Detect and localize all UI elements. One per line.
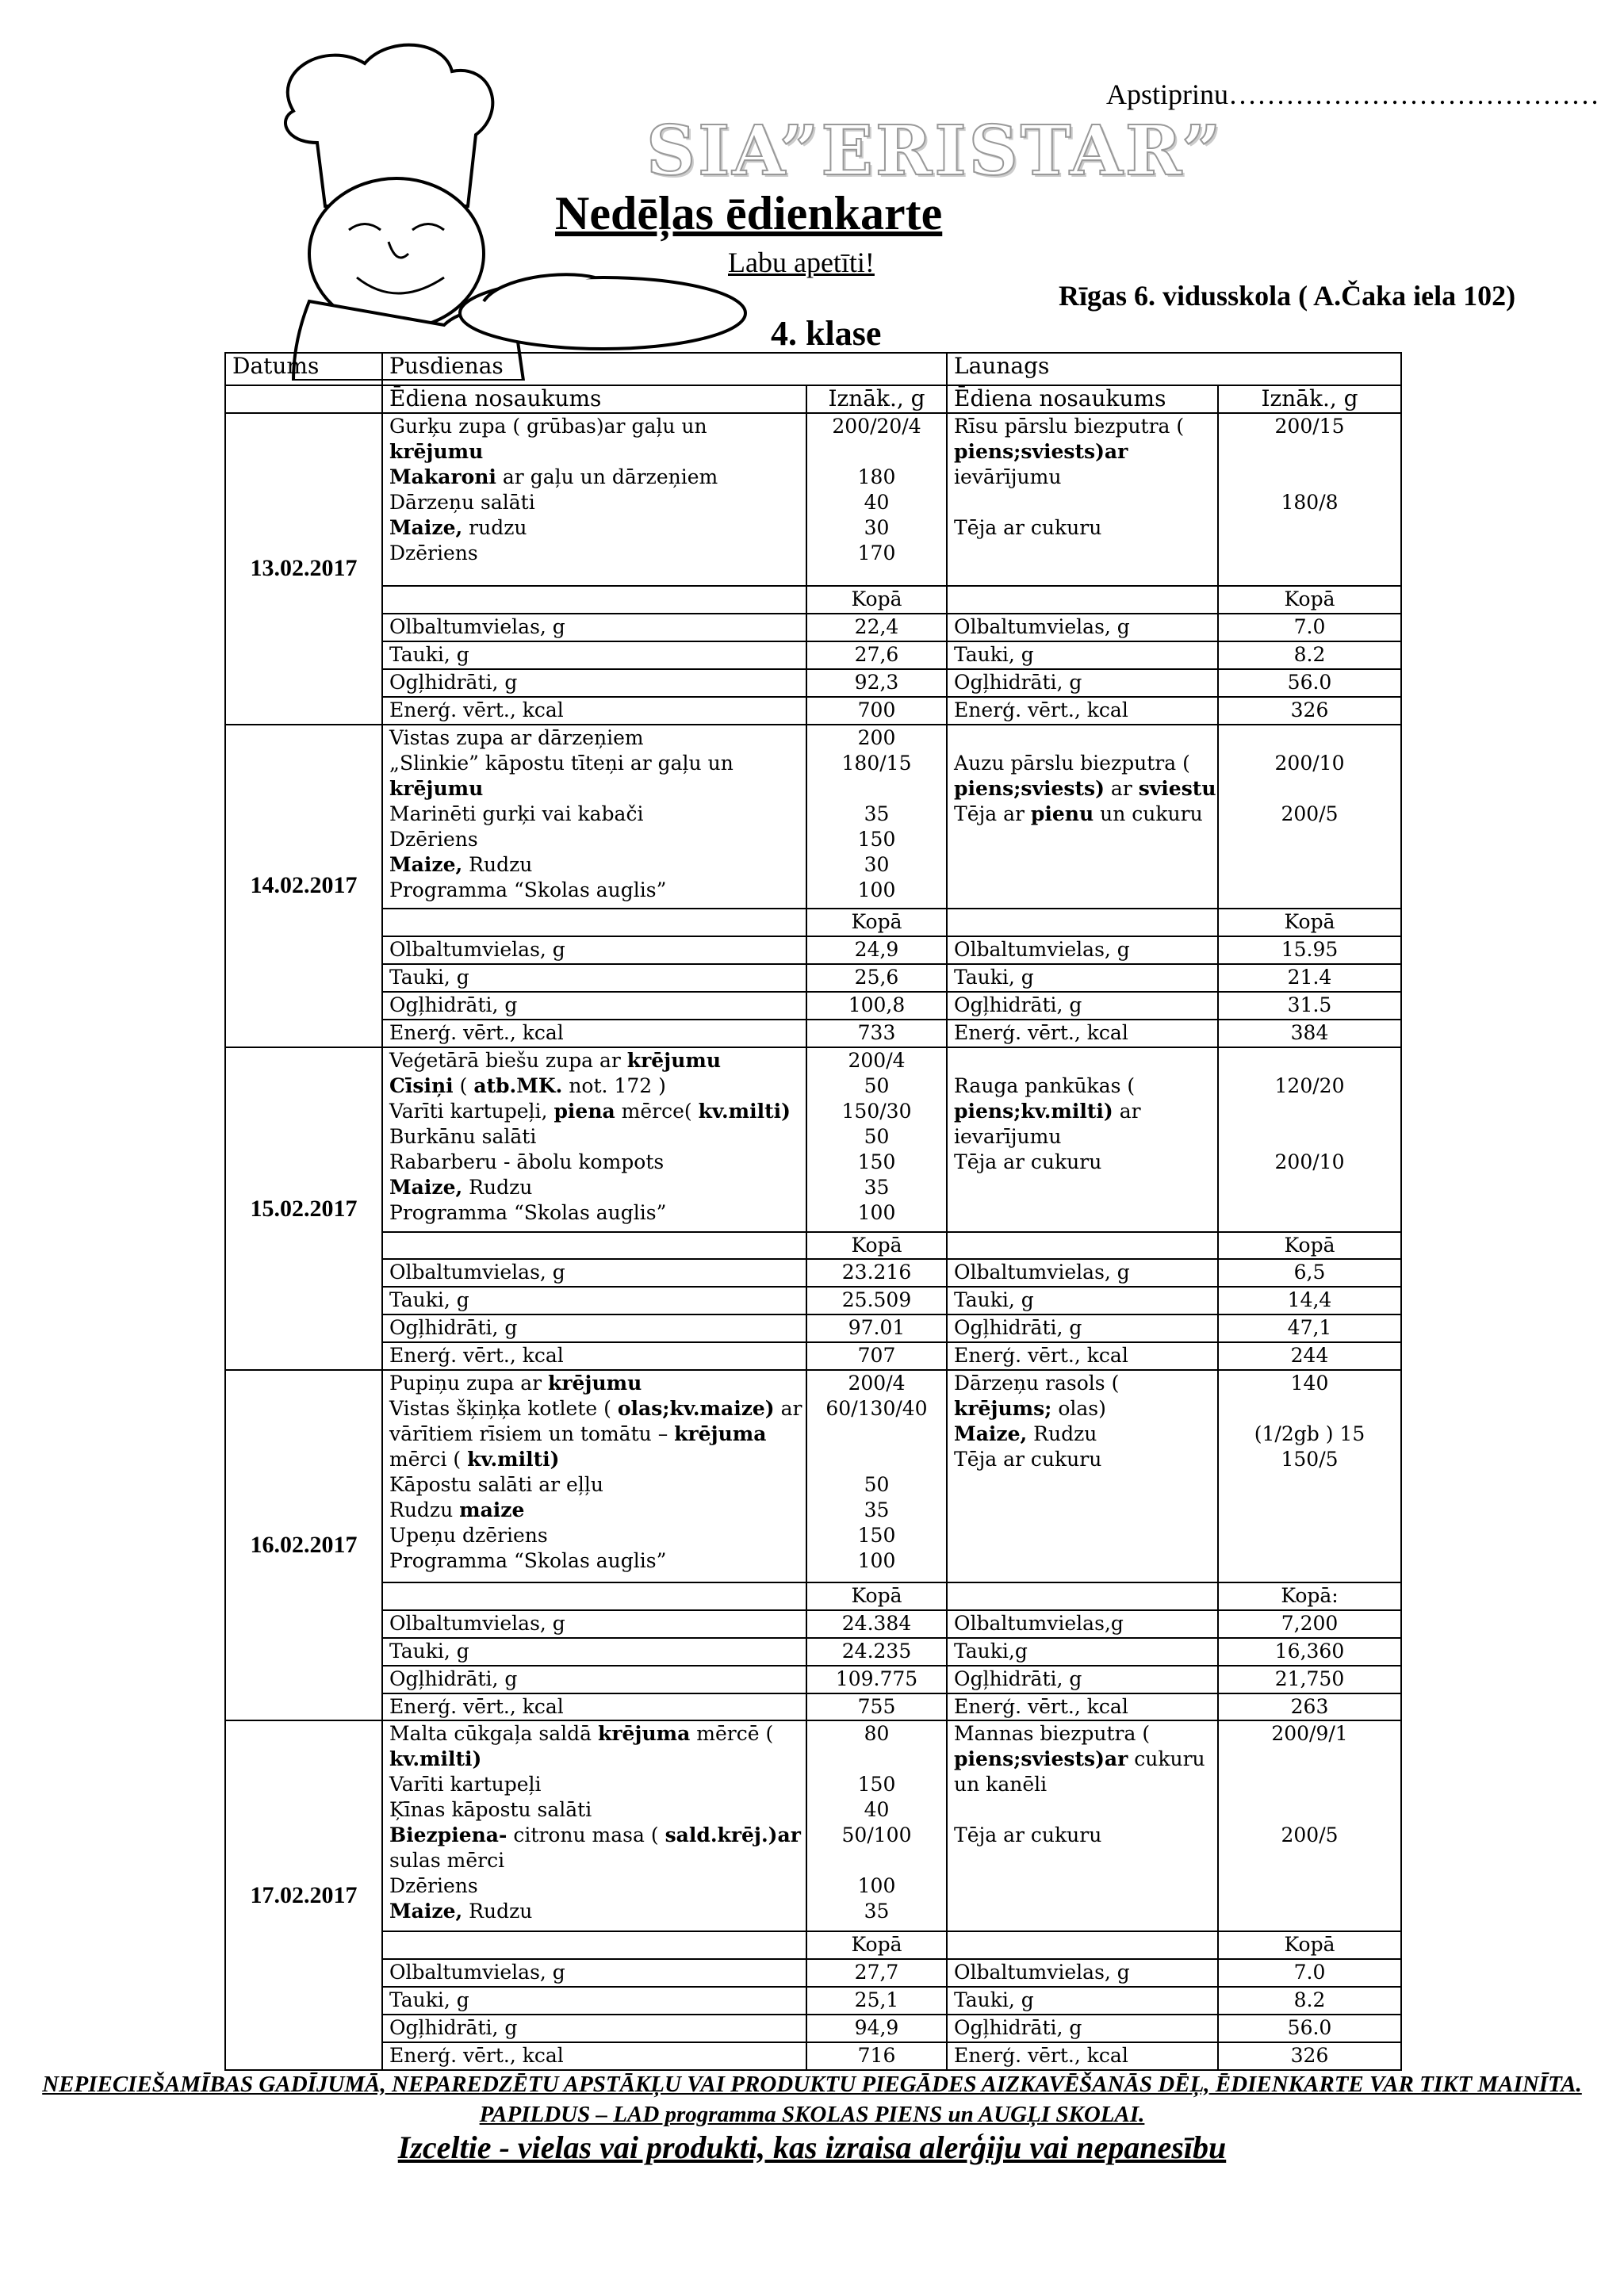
nutrient-snack-value: 6,5 — [1218, 1259, 1401, 1287]
menu-line: 100 — [857, 1874, 896, 1898]
nutrition-row — [225, 2042, 1401, 2070]
menu-line — [814, 439, 940, 465]
nutrient-label: Enerģ. vērt., kcal — [382, 1693, 806, 1721]
approval-line: Apstiprinu………………………………… — [1106, 78, 1600, 110]
menu-line — [1225, 1747, 1394, 1772]
menu-line: 200 — [857, 725, 896, 749]
menu-line: krējumu — [389, 776, 484, 800]
nutrient-snack-value: 31.5 — [1218, 992, 1401, 1020]
school-name: Rīgas 6. vidusskola ( A.Čaka iela 102) — [1059, 280, 1516, 312]
day-lunch-cell — [382, 725, 806, 909]
total-label: Kopā — [1218, 586, 1401, 614]
menu-line — [1225, 776, 1394, 802]
menu-line: 120/20 — [1274, 1074, 1345, 1098]
menu-line — [1225, 1396, 1394, 1422]
nutrient-snack-label: Ogļhidrāti, g — [947, 669, 1218, 697]
nutrient-label: Olbaltumvielas, g — [382, 1959, 806, 1987]
nutrient-label: Olbaltumvielas, g — [382, 1610, 806, 1638]
menu-line: 200/5 — [1281, 802, 1339, 825]
nutrient-label: Enerģ. vērt., kcal — [382, 1020, 806, 1047]
nutrition-row — [225, 1020, 1401, 1047]
nutrient-lunch-value: 755 — [806, 1693, 947, 1721]
nutrient-snack-value: 21,750 — [1218, 1666, 1401, 1693]
nutrient-snack-value: 56.0 — [1218, 669, 1401, 697]
menu-line — [954, 725, 1211, 751]
menu-line: 35 — [864, 1498, 890, 1522]
blank-cell — [947, 586, 1218, 614]
menu-line: 30 — [864, 516, 890, 540]
nutrient-label: Tauki, g — [382, 1987, 806, 2015]
nutrient-snack-value: 7.0 — [1218, 614, 1401, 641]
page-title: Nedēļas ēdienkarte — [555, 187, 943, 239]
menu-line: Auzu pārslu biezputra ( — [954, 751, 1190, 775]
menu-line: 35 — [864, 802, 890, 825]
menu-line: Maize, Rudzu — [389, 1176, 533, 1200]
menu-line: kv.milti) — [389, 1747, 482, 1771]
menu-line: Dzēriens — [389, 541, 478, 565]
grade-label: 4. klase — [771, 314, 882, 353]
menu-line: 60/130/40 — [825, 1397, 928, 1421]
menu-line: 35 — [864, 1900, 890, 1923]
nutrient-label: Ogļhidrāti, g — [382, 669, 806, 697]
nutrient-label: Enerģ. vērt., kcal — [382, 2042, 806, 2070]
menu-line: 150 — [857, 1524, 896, 1548]
menu-line: Tēja ar cukuru — [954, 1150, 1102, 1174]
menu-line — [1225, 1772, 1394, 1797]
company-logo-text: SIA”ERISTAR” — [646, 111, 1224, 191]
menu-line: Maize, rudzu — [389, 516, 527, 540]
nutrient-snack-label: Ogļhidrāti, g — [947, 2015, 1218, 2042]
nutrition-row — [225, 1342, 1401, 1370]
menu-line: Maize, Rudzu — [954, 1422, 1097, 1446]
nutrient-lunch-value: 23.216 — [806, 1259, 947, 1287]
nutrient-lunch-value: 733 — [806, 1020, 947, 1047]
menu-line: 100 — [857, 1201, 896, 1225]
menu-line: Dārzeņu rasols ( — [954, 1372, 1120, 1395]
nutrient-label: Enerģ. vērt., kcal — [382, 697, 806, 725]
total-row — [225, 1931, 1401, 1959]
nutrient-label: Tauki, g — [382, 964, 806, 992]
nutrient-label: Olbaltumvielas, g — [382, 614, 806, 641]
menu-line: Marinēti gurķi vai kabači — [389, 802, 644, 825]
menu-line — [814, 1422, 940, 1447]
menu-line: 200/15 — [1274, 415, 1345, 438]
day-snack-cell — [947, 1720, 1218, 1931]
menu-line: Vistas šķiņķa kotlete ( olas;kv.maize) ar — [389, 1397, 802, 1421]
menu-line: 140 — [1290, 1372, 1329, 1395]
nutrient-label: Ogļhidrāti, g — [382, 1666, 806, 1693]
nutrient-snack-label: Tauki, g — [947, 964, 1218, 992]
menu-line: 80 — [864, 1722, 890, 1746]
menu-line: ievārījumu — [954, 465, 1062, 489]
column-header-dish: Ēdiena nosaukums — [947, 385, 1218, 413]
total-label: Kopā — [1218, 1232, 1401, 1260]
nutrition-row — [225, 697, 1401, 725]
change-notice-text: NEPIECIEŠAMĪBAS GADĪJUMĀ, NEPAREDZĒTU APSTĀKĻU VAI PRODUKTU PIEGĀDES AIZKAVĒŠANĀS DĒĻ, ĒDIENKARTE VAR TIKT MAINĪTA. PAPILDUS – LAD programma SKOLAS PIENS un AUGĻI SKOLAI. — [42, 2072, 1582, 2127]
menu-line: 150/5 — [1281, 1448, 1339, 1471]
blank-cell — [947, 1931, 1218, 1959]
nutrient-snack-label: Tauki, g — [947, 1287, 1218, 1314]
nutrient-snack-value: 7.0 — [1218, 1959, 1401, 1987]
nutrient-label: Ogļhidrāti, g — [382, 992, 806, 1020]
menu-line: 50 — [864, 1074, 890, 1098]
day-lunch-cell — [382, 1720, 806, 1931]
blank-cell — [947, 1582, 1218, 1610]
nutrient-snack-label: Enerģ. vērt., kcal — [947, 697, 1218, 725]
day-date: 14.02.2017 — [225, 725, 382, 1047]
nutrient-snack-value: 326 — [1218, 2042, 1401, 2070]
day-lunch-cell — [382, 1370, 806, 1582]
nutrient-lunch-value: 25,6 — [806, 964, 947, 992]
menu-line: Dzēriens — [389, 1874, 478, 1898]
blank-cell — [382, 1232, 806, 1260]
menu-line: 200/10 — [1274, 1150, 1345, 1174]
column-header-portion: Iznāk., g — [806, 385, 947, 413]
nutrient-snack-label: Olbaltumvielas, g — [947, 1259, 1218, 1287]
nutrient-lunch-value: 97.01 — [806, 1314, 947, 1342]
nutrition-row — [225, 1259, 1401, 1287]
menu-line: Gurķu zupa ( grūbas)ar gaļu un — [389, 415, 707, 438]
blank-cell — [382, 1582, 806, 1610]
menu-line: Programma “Skolas auglis” — [389, 878, 667, 901]
menu-line: 100 — [857, 1549, 896, 1573]
allergen-note: Izceltie - vielas vai produkti, kas izraisa alerģiju vai nepanesību — [397, 2130, 1227, 2165]
nutrient-snack-value: 16,360 — [1218, 1638, 1401, 1666]
menu-line: 170 — [857, 541, 896, 565]
menu-line: 150/30 — [841, 1100, 912, 1123]
day-lunch-g-cell — [806, 413, 947, 586]
nutrient-snack-label: Olbaltumvielas, g — [947, 614, 1218, 641]
menu-line: Rabarberu - ābolu kompots — [389, 1150, 665, 1174]
nutrient-snack-value: 21.4 — [1218, 964, 1401, 992]
column-header-blank — [225, 385, 382, 413]
nutrition-row — [225, 2015, 1401, 2042]
day-snack-cell — [947, 1370, 1218, 1582]
nutrient-lunch-value: 24.235 — [806, 1638, 947, 1666]
total-label: Kopā — [806, 1582, 947, 1610]
menu-line: Upeņu dzēriens — [389, 1524, 548, 1548]
nutrient-lunch-value: 92,3 — [806, 669, 947, 697]
total-label: Kopā: — [1218, 1582, 1401, 1610]
nutrition-row — [225, 1987, 1401, 2015]
menu-line: Varīti kartupeļi, piena mērce( kv.milti) — [389, 1100, 791, 1123]
total-label: Kopā — [1218, 1931, 1401, 1959]
menu-line — [1225, 1099, 1394, 1124]
menu-line: Rudzu maize — [389, 1498, 525, 1522]
blank-cell — [947, 1232, 1218, 1260]
menu-line: 100 — [857, 878, 896, 901]
nutrient-snack-label: Tauki,g — [947, 1638, 1218, 1666]
nutrition-row — [225, 1693, 1401, 1721]
nutrient-label: Olbaltumvielas, g — [382, 936, 806, 964]
menu-line: Vistas zupa ar dārzeņiem — [389, 725, 644, 749]
day-snack-g-cell — [1218, 1370, 1401, 1582]
nutrient-lunch-value: 24.384 — [806, 1610, 947, 1638]
nutrient-label: Ogļhidrāti, g — [382, 1314, 806, 1342]
menu-line — [814, 1747, 940, 1772]
total-row — [225, 909, 1401, 936]
nutrient-snack-value: 384 — [1218, 1020, 1401, 1047]
nutrition-row — [225, 1287, 1401, 1314]
menu-line: 180 — [857, 465, 896, 489]
nutrient-lunch-value: 716 — [806, 2042, 947, 2070]
menu-line — [814, 776, 940, 802]
nutrient-snack-label: Tauki, g — [947, 1987, 1218, 2015]
nutrient-snack-value: 263 — [1218, 1693, 1401, 1721]
day-lunch-cell — [382, 1047, 806, 1231]
day-lunch-g-cell — [806, 725, 947, 909]
menu-line — [954, 1048, 1211, 1073]
menu-line: Maize, Rudzu — [389, 1900, 533, 1923]
column-header-lunch: Pusdienas — [382, 353, 947, 385]
day-snack-cell — [947, 1047, 1218, 1231]
day-snack-cell — [947, 725, 1218, 909]
menu-line: 50 — [864, 1125, 890, 1149]
menu-line — [954, 490, 1211, 515]
menu-line: Dārzeņu salāti — [389, 491, 535, 515]
menu-line: 40 — [864, 1798, 890, 1822]
nutrient-lunch-value: 22,4 — [806, 614, 947, 641]
day-lunch-g-cell — [806, 1720, 947, 1931]
nutrient-snack-value: 56.0 — [1218, 2015, 1401, 2042]
day-lunch-g-cell — [806, 1047, 947, 1231]
nutrition-row — [225, 1666, 1401, 1693]
nutrient-snack-label: Tauki, g — [947, 641, 1218, 669]
total-label: Kopā — [806, 586, 947, 614]
menu-line — [1225, 725, 1394, 751]
day-row — [225, 1047, 1401, 1231]
nutrient-lunch-value: 24,9 — [806, 936, 947, 964]
nutrient-lunch-value: 27,7 — [806, 1959, 947, 1987]
menu-line: Malta cūkgaļa saldā krējuma mērcē ( — [389, 1722, 774, 1746]
day-row — [225, 413, 1401, 586]
nutrient-lunch-value: 27,6 — [806, 641, 947, 669]
nutrition-row — [225, 992, 1401, 1020]
nutrient-snack-label: Enerģ. vērt., kcal — [947, 1342, 1218, 1370]
day-date: 17.02.2017 — [225, 1720, 382, 2070]
column-header-portion: Iznāk., g — [1218, 385, 1401, 413]
nutrient-label: Tauki, g — [382, 1287, 806, 1314]
menu-line: mērci ( kv.milti) — [389, 1448, 560, 1471]
menu-line — [814, 1447, 940, 1472]
total-label: Kopā — [806, 1931, 947, 1959]
menu-line: vārītiem rīsiem un tomātu – krējuma — [389, 1422, 767, 1446]
menu-line: Ķīnas kāpostu salāti — [389, 1798, 592, 1822]
nutrient-lunch-value: 707 — [806, 1342, 947, 1370]
menu-line: 200/5 — [1281, 1823, 1339, 1847]
nutrition-row — [225, 1610, 1401, 1638]
menu-line: 200/4 — [848, 1372, 906, 1395]
menu-line: Dzēriens — [389, 827, 478, 851]
menu-line: 150 — [857, 827, 896, 851]
menu-line — [1225, 1797, 1394, 1823]
total-row — [225, 1582, 1401, 1610]
day-date: 13.02.2017 — [225, 413, 382, 725]
column-header-snack: Launags — [947, 353, 1401, 385]
menu-line: 200/9/1 — [1271, 1722, 1348, 1746]
day-lunch-cell — [382, 413, 806, 586]
menu-line: Varīti kartupeļi — [389, 1773, 542, 1797]
nutrient-snack-value: 15.95 — [1218, 936, 1401, 964]
menu-line: 40 — [864, 491, 890, 515]
nutrient-snack-label: Olbaltumvielas, g — [947, 1959, 1218, 1987]
menu-line: Tēja ar pienu un cukuru — [954, 802, 1203, 825]
menu-line: Tēja ar cukuru — [954, 516, 1102, 540]
nutrient-snack-value: 326 — [1218, 697, 1401, 725]
nutrition-row — [225, 1959, 1401, 1987]
menu-line: Maize, Rudzu — [389, 852, 533, 876]
day-row — [225, 1370, 1401, 1582]
day-snack-g-cell — [1218, 413, 1401, 586]
menu-line: Makaroni ar gaļu un dārzeņiem — [389, 465, 718, 489]
nutrient-snack-label: Enerģ. vērt., kcal — [947, 1693, 1218, 1721]
menu-line: ievarījumu — [954, 1125, 1062, 1149]
menu-line: 180/8 — [1281, 491, 1339, 515]
nutrient-snack-label: Ogļhidrāti, g — [947, 1666, 1218, 1693]
menu-line: 200/4 — [848, 1049, 906, 1073]
menu-line: un kanēli — [954, 1773, 1048, 1797]
weekly-menu-table — [224, 352, 1402, 2071]
menu-line: 50 — [864, 1473, 890, 1497]
day-lunch-g-cell — [806, 1370, 947, 1582]
column-header-date: Datums — [225, 353, 382, 385]
menu-line: 50/100 — [841, 1823, 912, 1847]
menu-line: krējums; olas) — [954, 1397, 1106, 1421]
nutrient-snack-value: 7,200 — [1218, 1610, 1401, 1638]
menu-line: (1/2gb ) 15 — [1254, 1422, 1365, 1446]
nutrient-lunch-value: 109.775 — [806, 1666, 947, 1693]
nutrient-label: Olbaltumvielas, g — [382, 1259, 806, 1287]
menu-line: 200/10 — [1274, 751, 1345, 775]
blank-cell — [382, 909, 806, 936]
menu-line: Programma “Skolas auglis” — [389, 1201, 667, 1225]
menu-line: Pupiņu zupa ar krējumu — [389, 1372, 642, 1395]
nutrient-lunch-value: 25,1 — [806, 1987, 947, 2015]
nutrient-snack-value: 47,1 — [1218, 1314, 1401, 1342]
day-snack-cell — [947, 413, 1218, 586]
menu-line: Veģetārā biešu zupa ar krējumu — [389, 1049, 722, 1073]
nutrition-row — [225, 614, 1401, 641]
menu-line: Kāpostu salāti ar eļļu — [389, 1473, 603, 1497]
menu-line: 150 — [857, 1150, 896, 1174]
nutrition-row — [225, 641, 1401, 669]
nutrient-label: Ogļhidrāti, g — [382, 2015, 806, 2042]
column-header-dish: Ēdiena nosaukums — [382, 385, 806, 413]
nutrient-snack-value: 8.2 — [1218, 641, 1401, 669]
menu-line: Rīsu pārslu biezputra ( — [954, 415, 1185, 438]
nutrient-snack-value: 244 — [1218, 1342, 1401, 1370]
total-label: Kopā — [1218, 909, 1401, 936]
menu-line: 200/20/4 — [832, 415, 921, 438]
total-row — [225, 1232, 1401, 1260]
blank-cell — [947, 909, 1218, 936]
day-date: 15.02.2017 — [225, 1047, 382, 1370]
nutrient-snack-label: Ogļhidrāti, g — [947, 1314, 1218, 1342]
menu-line: Cīsiņi ( atb.MK. not. 172 ) — [389, 1074, 666, 1098]
nutrient-snack-label: Olbaltumvielas, g — [947, 936, 1218, 964]
menu-line: 35 — [864, 1176, 890, 1200]
nutrient-snack-label: Ogļhidrāti, g — [947, 992, 1218, 1020]
nutrient-lunch-value: 700 — [806, 697, 947, 725]
nutrition-row — [225, 936, 1401, 964]
nutrient-lunch-value: 25.509 — [806, 1287, 947, 1314]
nutrient-label: Tauki, g — [382, 641, 806, 669]
menu-line: Tēja ar cukuru — [954, 1823, 1102, 1847]
nutrient-label: Tauki, g — [382, 1638, 806, 1666]
total-label: Kopā — [806, 909, 947, 936]
nutrient-label: Enerģ. vērt., kcal — [382, 1342, 806, 1370]
menu-line: 180/15 — [841, 751, 912, 775]
menu-line — [954, 1797, 1211, 1823]
menu-line: Tēja ar cukuru — [954, 1448, 1102, 1471]
menu-line: Programma “Skolas auglis” — [389, 1549, 667, 1573]
day-snack-g-cell — [1218, 1720, 1401, 1931]
menu-line — [1225, 515, 1394, 541]
menu-line: Rauga pankūkas ( — [954, 1074, 1136, 1098]
change-notice — [0, 2069, 1624, 2130]
nutrient-snack-value: 14,4 — [1218, 1287, 1401, 1314]
menu-line: piens;sviests)ar — [954, 440, 1128, 464]
nutrient-snack-label: Enerģ. vērt., kcal — [947, 1020, 1218, 1047]
nutrient-snack-label: Enerģ. vērt., kcal — [947, 2042, 1218, 2070]
total-label: Kopā — [806, 1232, 947, 1260]
day-date: 16.02.2017 — [225, 1370, 382, 1720]
nutrient-snack-label: Olbaltumvielas,g — [947, 1610, 1218, 1638]
nutrition-row — [225, 669, 1401, 697]
menu-line — [1225, 465, 1394, 490]
menu-line — [814, 1848, 940, 1873]
menu-line: Biezpiena- citronu masa ( sald.krēj.)ar — [389, 1823, 801, 1847]
menu-line: piens;sviests)ar cukuru — [954, 1747, 1205, 1771]
day-row — [225, 725, 1401, 909]
nutrient-lunch-value: 100,8 — [806, 992, 947, 1020]
menu-line: 150 — [857, 1773, 896, 1797]
menu-line: piens;sviests) ar sviestu — [954, 776, 1216, 800]
blank-cell — [382, 586, 806, 614]
menu-line — [1225, 1048, 1394, 1073]
nutrition-row — [225, 1314, 1401, 1342]
blank-cell — [382, 1931, 806, 1959]
total-row — [225, 586, 1401, 614]
menu-line: „Slinkie” kāpostu tīteņi ar gaļu un — [389, 751, 733, 775]
day-row — [225, 1720, 1401, 1931]
page-subtitle: Labu apetīti! — [728, 247, 875, 278]
menu-line: 30 — [864, 852, 890, 876]
menu-line: sulas mērci — [389, 1849, 505, 1873]
menu-line — [1225, 1124, 1394, 1150]
nutrient-snack-value: 8.2 — [1218, 1987, 1401, 2015]
nutrition-row — [225, 964, 1401, 992]
nutrition-row — [225, 1638, 1401, 1666]
day-snack-g-cell — [1218, 1047, 1401, 1231]
menu-line: Burkānu salāti — [389, 1125, 537, 1149]
nutrient-lunch-value: 94,9 — [806, 2015, 947, 2042]
menu-line — [1225, 439, 1394, 465]
menu-line: krējumu — [389, 440, 484, 464]
menu-line: piens;kv.milti) ar — [954, 1100, 1141, 1123]
menu-line: Mannas biezputra ( — [954, 1722, 1151, 1746]
day-snack-g-cell — [1218, 725, 1401, 909]
